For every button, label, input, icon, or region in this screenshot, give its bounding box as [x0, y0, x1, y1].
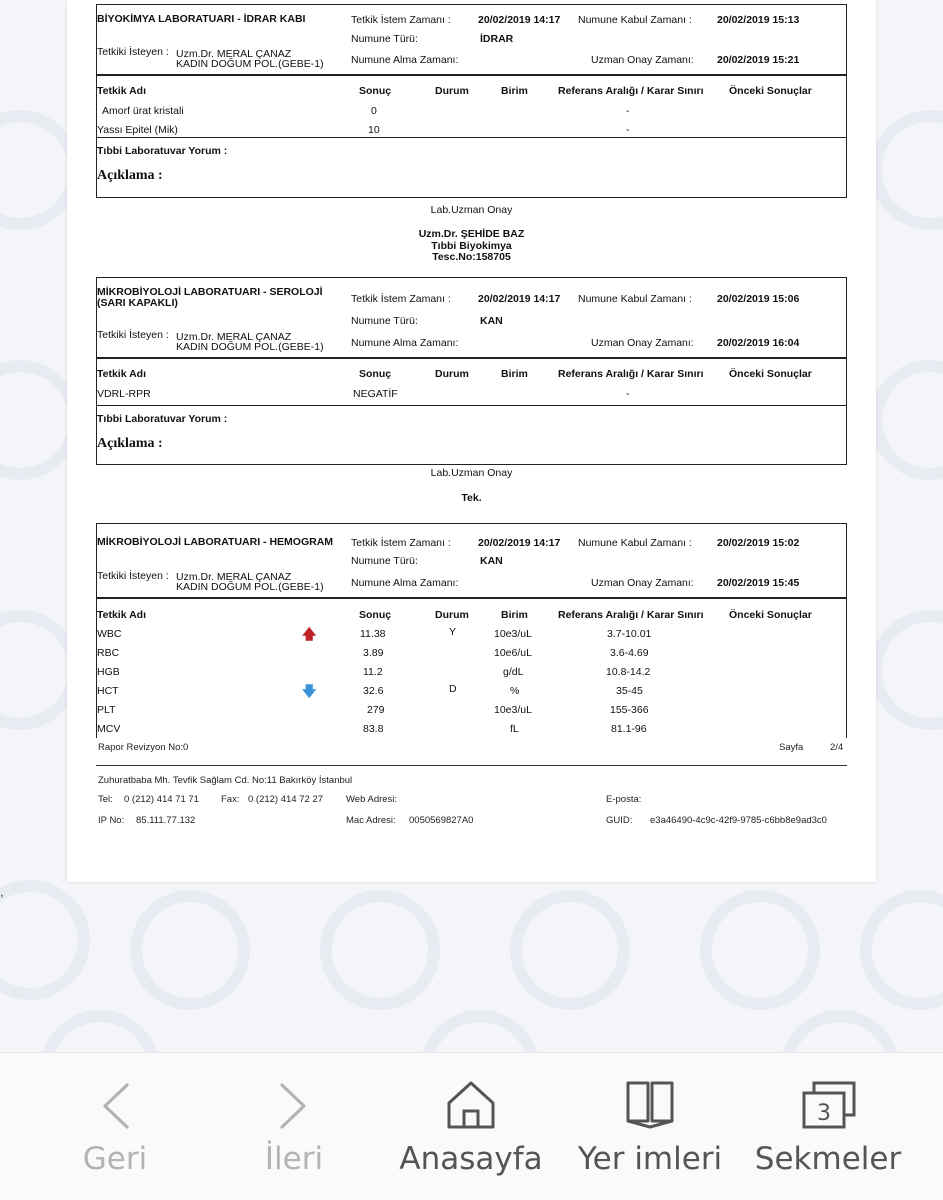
- istem-value: 20/02/2019 14:17: [478, 14, 561, 26]
- footer-divider: [96, 765, 847, 766]
- test-name: HGB: [97, 666, 120, 678]
- alma-label: Numune Alma Zamanı:: [351, 337, 459, 349]
- back-label: Geri: [82, 1141, 148, 1177]
- tur-value: KAN: [480, 555, 503, 567]
- doctor-branch: Tıbbi Biyokimya: [431, 239, 512, 252]
- col-birim: Birim: [501, 368, 528, 380]
- isteyen-value: [176, 572, 324, 592]
- lab-title: MİKROBİYOLOJİ LABORATUARI - SEROLOJİ (SARI KAPAKLI): [97, 286, 323, 309]
- test-unit: 10e3/uL: [494, 628, 532, 640]
- test-unit: 10e3/uL: [494, 704, 532, 716]
- home-button[interactable]: [377, 1053, 565, 1200]
- col-durum: Durum: [435, 85, 469, 97]
- test-name: MCV: [97, 723, 121, 735]
- forward-button[interactable]: [200, 1053, 388, 1200]
- col-birim: Birim: [501, 85, 528, 97]
- onay-label: Uzman Onay Zamanı:: [591, 337, 694, 349]
- test-reference: -: [626, 105, 630, 117]
- table-row: [97, 642, 846, 661]
- test-result: 3.89: [363, 647, 384, 659]
- test-name: HCT: [97, 685, 119, 697]
- test-result: 0: [371, 105, 377, 117]
- tur-label: Numune Türü:: [351, 555, 418, 567]
- yorum-label: Tıbbi Laboratuvar Yorum :: [97, 145, 228, 157]
- lab-approval-label: Lab.Uzman Onay: [430, 467, 513, 479]
- col-sonuc: Sonuç: [359, 609, 392, 621]
- col-sonuc: Sonuç: [359, 85, 392, 97]
- mac-label: Mac Adresi:: [346, 815, 396, 826]
- col-durum: Durum: [435, 368, 469, 380]
- book-icon: [556, 1079, 744, 1133]
- test-reference: 3.6-4.69: [610, 647, 649, 659]
- report-page: [67, 0, 876, 882]
- lab-approval-label: Lab.Uzman Onay: [430, 204, 513, 216]
- approval-tek: Tek.: [461, 492, 482, 504]
- tel-label: Tel:: [98, 794, 113, 805]
- bookmarks-button[interactable]: [556, 1053, 744, 1200]
- test-result: 32.6: [363, 685, 384, 697]
- istem-label: Tetkik İstem Zamanı :: [351, 293, 451, 305]
- istem-label: Tetkik İstem Zamanı :: [351, 537, 451, 549]
- istem-value: 20/02/2019 14:17: [478, 293, 561, 305]
- tur-value: İDRAR: [480, 33, 514, 45]
- table-row: [97, 379, 846, 405]
- kabul-label: Numune Kabul Zamanı :: [578, 537, 692, 549]
- tur-value: KAN: [480, 315, 503, 327]
- test-name: Amorf ürat kristali: [102, 105, 184, 117]
- col-sonuc: Sonuç: [359, 368, 392, 380]
- test-name: Yassı Epitel (Mik): [97, 124, 178, 136]
- isteyen-name: Uzm.Dr. MERAL ÇANAZ: [176, 571, 292, 583]
- col-onceki: Önceki Sonuçlar: [729, 85, 812, 97]
- table-row: [97, 718, 846, 737]
- col-birim: Birim: [501, 609, 528, 621]
- isteyen-label: Tetkiki İsteyen :: [97, 570, 169, 582]
- doctor-tesc: Tesc.No:158705: [432, 251, 511, 263]
- doctor-name: Uzm.Dr. ŞEHİDE BAZ: [418, 228, 525, 240]
- onay-label: Uzman Onay Zamanı:: [591, 54, 694, 66]
- tur-label: Numune Türü:: [351, 315, 418, 327]
- lab-title: BİYOKİMYA LABORATUARI - İDRAR KABI: [97, 13, 306, 25]
- test-status: Y: [449, 626, 457, 638]
- onay-value: 20/02/2019 15:21: [717, 54, 800, 66]
- report-revision: Rapor Revizyon No:0: [98, 742, 189, 753]
- test-result: 11.2: [363, 666, 383, 678]
- lab-title: MİKROBİYOLOJİ LABORATUARI - HEMOGRAM: [97, 536, 334, 548]
- isteyen-dept: KADIN DOĞUM POL.(GEBE-1): [176, 58, 324, 70]
- test-name: PLT: [97, 704, 116, 716]
- comment-area: [97, 405, 846, 464]
- test-reference: 10.8-14.2: [606, 666, 651, 678]
- column-header-row: [97, 599, 846, 623]
- test-name: RBC: [97, 647, 120, 659]
- mac-value: 0050569827A0: [409, 815, 474, 826]
- col-referans: Referans Aralığı / Karar Sınırı: [558, 368, 704, 380]
- test-reference: 155-366: [610, 704, 649, 716]
- forward-label: İleri: [264, 1141, 324, 1177]
- section-header: [97, 5, 846, 76]
- onay-value: 20/02/2019 16:04: [717, 337, 800, 349]
- col-tetkik-adi: Tetkik Adı: [97, 368, 147, 380]
- test-status: D: [449, 683, 457, 695]
- chevron-right-icon: [200, 1079, 388, 1133]
- test-result: 83.8: [363, 723, 384, 735]
- page-label: Sayfa: [779, 742, 804, 753]
- kabul-label: Numune Kabul Zamanı :: [578, 14, 692, 26]
- guid-label: GUID:: [606, 815, 633, 826]
- col-referans: Referans Aralığı / Karar Sınırı: [558, 609, 704, 621]
- test-reference: 81.1-96: [611, 723, 647, 735]
- eposta-label: E-posta:: [606, 794, 642, 805]
- col-referans: Referans Aralığı / Karar Sınırı: [558, 85, 704, 97]
- test-result: 10: [368, 124, 380, 136]
- home-icon: [377, 1079, 565, 1133]
- column-header-row: [97, 359, 846, 379]
- test-result: NEGATİF: [353, 388, 398, 400]
- table-row: [97, 699, 846, 718]
- aciklama-label: Açıklama :: [97, 436, 163, 451]
- stray-mark: ,: [0, 884, 4, 899]
- kabul-label: Numune Kabul Zamanı :: [578, 293, 692, 305]
- arrow-down-icon: 🡇: [302, 683, 317, 699]
- footer-address: Zuhuratbaba Mh. Tevfik Sağlam Cd. No:11 Bakırköy İstanbul: [98, 775, 353, 786]
- arrow-up-icon: 🡅: [302, 626, 317, 642]
- test-reference: -: [626, 124, 630, 136]
- tur-label: Numune Türü:: [351, 33, 418, 45]
- istem-label: Tetkik İstem Zamanı :: [351, 14, 451, 26]
- section-biyokimya: [96, 4, 847, 198]
- onay-label: Uzman Onay Zamanı:: [591, 577, 694, 589]
- alma-label: Numune Alma Zamanı:: [351, 577, 459, 589]
- approving-doctor: [67, 229, 876, 264]
- table-row: [97, 623, 846, 642]
- comment-area: [97, 137, 846, 197]
- ip-value: 85.111.77.132: [136, 815, 196, 826]
- tab-count: 3: [817, 1101, 831, 1126]
- web-label: Web Adresi:: [346, 794, 398, 805]
- table-row: [97, 680, 846, 699]
- test-unit: %: [510, 685, 520, 697]
- table-row: [97, 661, 846, 680]
- tabs-button[interactable]: [734, 1053, 922, 1200]
- page-number: 2/4: [830, 742, 844, 753]
- istem-value: 20/02/2019 14:17: [478, 537, 561, 549]
- tel-value: 0 (212) 414 71 71: [124, 794, 200, 805]
- fax-value: 0 (212) 414 72 27: [248, 794, 324, 805]
- bookmarks-label: Yer imleri: [577, 1141, 723, 1177]
- isteyen-value: [176, 332, 324, 352]
- test-reference: 3.7-10.01: [607, 628, 652, 640]
- col-durum: Durum: [435, 609, 469, 621]
- yorum-label: Tıbbi Laboratuvar Yorum :: [97, 413, 228, 425]
- kabul-value: 20/02/2019 15:02: [717, 537, 800, 549]
- test-unit: 10e6/uL: [494, 647, 532, 659]
- kabul-value: 20/02/2019 15:06: [717, 293, 800, 305]
- test-result: 11.38: [360, 628, 386, 640]
- isteyen-name: Uzm.Dr. MERAL ÇANAZ: [176, 48, 292, 60]
- section-hemogram: [96, 523, 847, 738]
- col-onceki: Önceki Sonuçlar: [729, 368, 812, 380]
- test-name: WBC: [97, 628, 122, 640]
- section-seroloji: [96, 277, 847, 465]
- alma-label: Numune Alma Zamanı:: [351, 54, 459, 66]
- isteyen-dept: KADIN DOĞUM POL.(GEBE-1): [176, 581, 324, 593]
- section-header: [97, 524, 846, 599]
- isteyen-name: Uzm.Dr. MERAL ÇANAZ: [176, 331, 292, 343]
- onay-value: 20/02/2019 15:45: [717, 577, 800, 589]
- test-reference: -: [626, 388, 630, 400]
- test-unit: fL: [510, 723, 519, 735]
- col-tetkik-adi: Tetkik Adı: [97, 609, 147, 621]
- tabs-label: Sekmeler: [754, 1141, 902, 1177]
- back-button[interactable]: [21, 1053, 209, 1200]
- isteyen-value: [176, 49, 324, 69]
- section-header: [97, 278, 846, 359]
- guid-value: e3a46490-4c9c-42f9-9785-c6bb8e9ad3c0: [650, 815, 827, 826]
- fax-label: Fax:: [221, 794, 240, 805]
- browser-bottom-nav: [0, 1052, 943, 1200]
- test-result: 279: [367, 704, 385, 716]
- isteyen-dept: KADIN DOĞUM POL.(GEBE-1): [176, 341, 324, 353]
- col-onceki: Önceki Sonuçlar: [729, 609, 812, 621]
- ip-label: IP No:: [98, 815, 125, 826]
- table-row: [97, 115, 846, 137]
- isteyen-label: Tetkiki İsteyen :: [97, 329, 169, 341]
- kabul-value: 20/02/2019 15:13: [717, 14, 800, 26]
- isteyen-label: Tetkiki İsteyen :: [97, 46, 169, 58]
- table-row: [97, 96, 846, 115]
- tabs-icon: [734, 1079, 922, 1133]
- chevron-left-icon: [21, 1079, 209, 1133]
- home-label: Anasayfa: [399, 1141, 543, 1177]
- test-reference: 35-45: [616, 685, 643, 697]
- test-name: VDRL-RPR: [97, 388, 151, 400]
- column-header-row: [97, 76, 846, 96]
- col-tetkik-adi: Tetkik Adı: [97, 85, 147, 97]
- test-unit: g/dL: [503, 666, 524, 678]
- aciklama-label: Açıklama :: [97, 168, 163, 183]
